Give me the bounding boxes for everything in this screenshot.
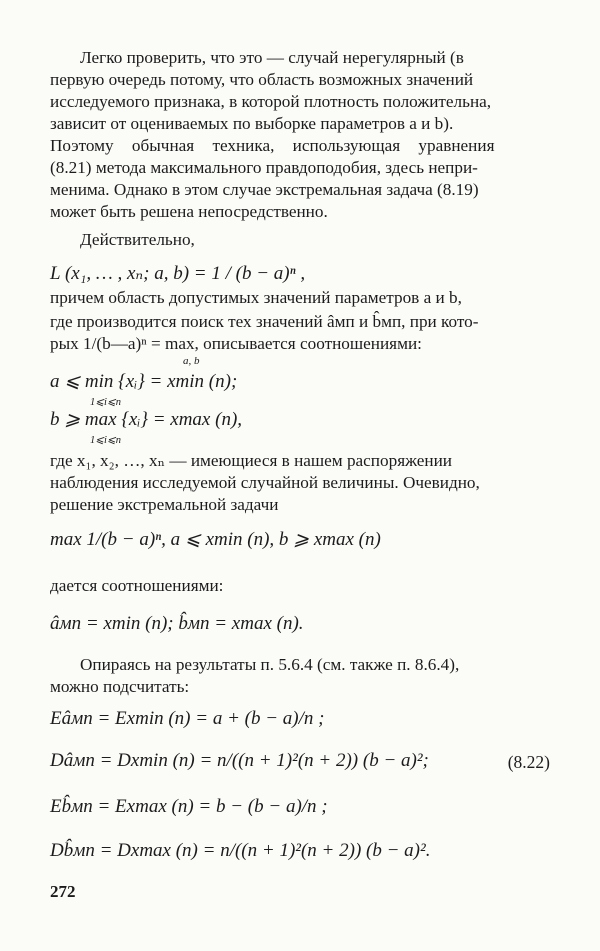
formula-text: âмп = xmin (n); b̂мп = xmax (n).	[50, 613, 304, 634]
formula-expectation-a	[50, 708, 324, 730]
text-line: наблюдения исследуемой случайной величины. Очевидно,	[50, 473, 480, 492]
text-line: (8.21) метода максимального правдоподобия, здесь непри-	[50, 158, 478, 177]
text-line: где x₁, x₂, …, xₙ — имеющиеся в нашем распоряжении	[50, 451, 452, 470]
text-line: рых 1/(b—a)ⁿ = max, описывается соотношениями:	[50, 334, 422, 353]
formula-text: Dâмп = Dxmin (n) = n/((n + 1)²(n + 2)) (b − a)²;	[50, 750, 429, 771]
formula-text: a ⩽ min {xᵢ} = xmin (n);	[50, 371, 238, 392]
inequality-b	[50, 408, 242, 431]
range-subscript: 1⩽i⩽n	[90, 435, 122, 446]
equation-number: (8.22)	[507, 752, 550, 772]
text-line: решение экстремальной задачи	[50, 495, 279, 514]
formula-max-problem	[50, 528, 381, 551]
formula-text: b ⩾ max {xᵢ} = xmax (n),	[50, 409, 243, 430]
text-line: Действительно,	[80, 230, 195, 249]
text-line: можно подсчитать:	[50, 677, 190, 696]
text-line: Легко проверить, что это — случай нерегулярный (в	[80, 48, 464, 67]
formula-variance-b	[50, 840, 430, 862]
formula-estimates	[50, 613, 304, 635]
max-subscript: a, b	[183, 355, 200, 367]
text-line: менима. Однако в этом случае экстремальная задача (8.19)	[50, 180, 479, 199]
text-line: где производится поиск тех значений âмп и b̂мп, при кото-	[50, 312, 479, 331]
formula-text: L (x₁, … , xₙ; a, b) = 1 / (b − a)ⁿ ,	[50, 263, 306, 284]
formula-text: Eâмп = Exmin (n) = a + (b − a)/n ;	[50, 708, 325, 729]
text-line: причем область допустимых значений параметров a и b,	[50, 288, 462, 307]
formula-text: Eb̂мп = Exmax (n) = b − (b − a)/n ;	[50, 796, 328, 817]
text-line: первую очередь потому, что область возможных значений	[50, 70, 474, 89]
text-line: исследуемого признака, в которой плотность положительна,	[50, 92, 492, 111]
formula-variance-a	[50, 750, 429, 772]
formula-text: max 1/(b − a)ⁿ, a ⩽ xmin (n), b ⩾ xmax (n)	[50, 529, 381, 550]
inequality-a	[50, 370, 237, 393]
text-line: дается соотношениями:	[50, 576, 224, 595]
text-line: может быть решена непосредственно.	[50, 202, 328, 221]
range-subscript: 1⩽i⩽n	[90, 397, 122, 408]
text-line: зависит от оцениваемых по выборке параметров a и b).	[50, 114, 454, 133]
formula-likelihood	[50, 262, 305, 285]
formula-expectation-b	[50, 796, 328, 818]
text-line: Поэтому обычная техника, использующая уравнения	[50, 136, 495, 155]
text-line: Опираясь на результаты п. 5.6.4 (см. также п. 8.6.4),	[80, 655, 460, 674]
page-number: 272	[50, 882, 76, 901]
formula-text: Db̂мп = Dxmax (n) = n/((n + 1)²(n + 2)) (b − a)².	[50, 840, 431, 861]
